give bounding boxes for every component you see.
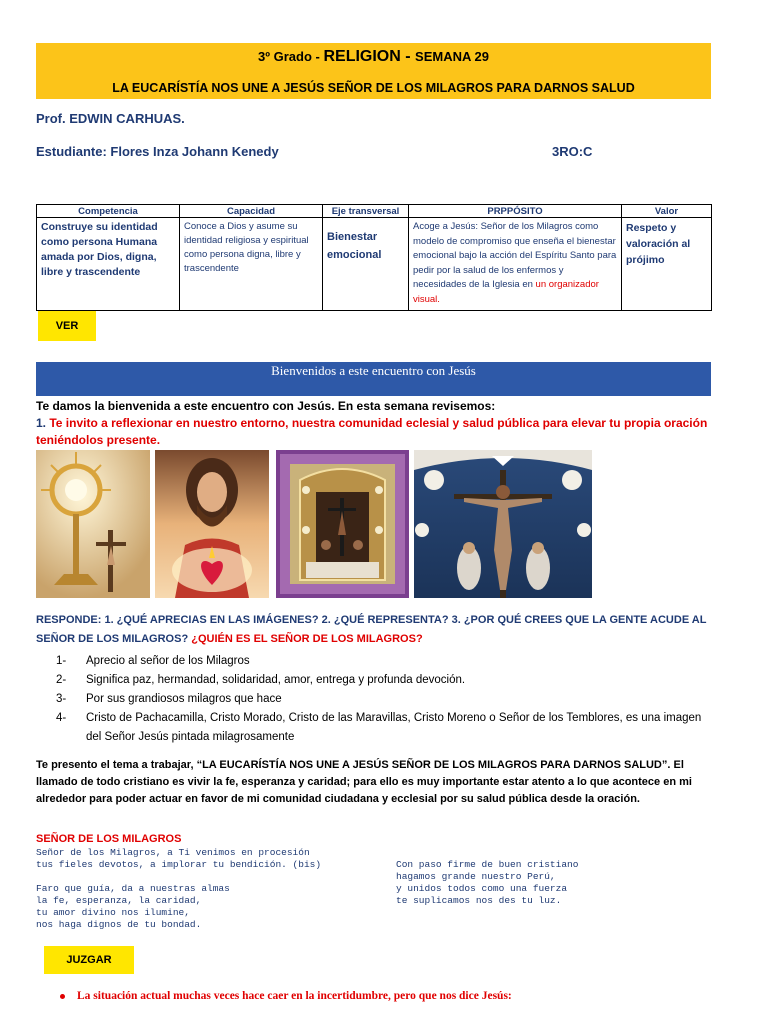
- list-item-number: 4-: [56, 712, 67, 724]
- list-item: [56, 671, 716, 690]
- list-item: [56, 690, 716, 709]
- list-item-text: Por sus grandiosos milagros que hace: [86, 693, 282, 705]
- responde-questions: [36, 611, 726, 649]
- table-row: [37, 218, 712, 311]
- teacher-name: Prof. EDWIN CARHUAS.: [36, 111, 185, 126]
- header-capacidad: Capacidad: [180, 205, 323, 218]
- welcome-banner: Bienvenidos a este encuentro con Jesús: [36, 362, 711, 396]
- list-item-text: Cristo de Pachacamilla, Cristo Morado, Cristo de las Maravillas, Cristo Moreno o Señor de los Temblores, es una imagen del Señor Jesús pintada milagrosamente: [86, 712, 702, 743]
- list-item-number: 1-: [56, 655, 67, 667]
- song-title: SEÑOR DE LOS MILAGROS: [36, 833, 182, 845]
- header-valor: Valor: [622, 205, 712, 218]
- image-crucifixion-mural: [414, 450, 592, 598]
- image-sacred-heart: [155, 450, 269, 598]
- proposito-red: un organizador visual.: [413, 279, 599, 305]
- song-lyrics-left: Señor de los Milagros, a Ti venimos en procesión tus fieles devotos, a implorar tu bendición. (bis) Faro que guía, da a nuestras almas la fe, esperanza, la caridad, tu amor divino nos ilumine, nos haga dignos de tu bondad.: [36, 847, 322, 930]
- intro-reflection: [36, 415, 726, 449]
- intro-text: Te damos la bienvenida a este encuentro con Jesús. En esta semana revisemos:: [36, 399, 496, 413]
- list-item-text: Significa paz, hermandad, solidaridad, amor, entrega y profunda devoción.: [86, 674, 466, 686]
- table-header-row: [37, 205, 712, 218]
- header-competencia: Competencia: [37, 205, 180, 218]
- section-label: 3RO:C: [552, 144, 593, 159]
- list-item: [56, 652, 716, 671]
- header-box: [36, 43, 711, 99]
- competency-table: [36, 204, 712, 311]
- cell-valor: Respeto y valoración al prójimo: [622, 218, 712, 311]
- list-item-number: 3-: [56, 693, 67, 705]
- image-monstrance-crucifix: [36, 450, 150, 598]
- cell-capacidad: Conoce a Dios y asume su identidad religiosa y espiritual como persona digna, libre y trascendente: [180, 218, 323, 311]
- bullet-item: [60, 990, 512, 1002]
- cell-proposito: [409, 218, 622, 311]
- student-name: Estudiante: Flores Inza Johann Kenedy: [36, 144, 279, 159]
- header-title: [36, 48, 711, 66]
- intro-number: 1.: [36, 416, 50, 430]
- ver-button[interactable]: VER: [38, 311, 96, 341]
- week-label: SEMANA 29: [415, 49, 489, 64]
- image-senor-de-los-milagros-altar: [276, 450, 409, 598]
- topic-presentation: Te presento el tema a trabajar, “LA EUCARÍSTÍA NOS UNE A JESÚS SEÑOR DE LOS MILAGROS PARA DARNOS SALUD”. El llamado de todo cristiano es vivir la fe, esperanza y caridad; para ello es muy importante estar atento a lo que acontece en mi alrededor para poder actuar en favor de mi comunidad ciudadana y ecclesial por su salud pública desde la oración.: [36, 759, 692, 805]
- responde-text: RESPONDE: 1. ¿QUÉ APRECIAS EN LAS IMÁGENES? 2. ¿QUÉ REPRESENTA? 3. ¿POR QUÉ CREES QUE LA GENTE ACUDE AL SEÑOR DE LOS MILAGROS?: [36, 614, 707, 645]
- header-eje: Eje transversal: [323, 205, 409, 218]
- bullet-text: La situación actual muchas veces hace caer en la incertidumbre, pero que nos dice Jesús:: [77, 990, 512, 1002]
- answers-list: [56, 652, 716, 747]
- list-item-number: 2-: [56, 674, 67, 686]
- header-subtitle: LA EUCARÍSTÍA NOS UNE A JESÚS SEÑOR DE LOS MILAGROS PARA DARNOS SALUD: [112, 81, 635, 95]
- bullet-dot-icon: [60, 994, 65, 999]
- subject-label: RELIGION -: [323, 48, 416, 65]
- list-item-text: Aprecio al señor de los Milagros: [86, 655, 250, 667]
- intro-reflection-text: Te invito a reflexionar en nuestro entorno, nuestra comunidad eclesial y salud pública para elevar tu propia oración teniéndolos presente.: [36, 416, 708, 447]
- grade-label: 3º Grado -: [258, 49, 324, 64]
- proposito-text: Acoge a Jesús: Señor de los Milagros como modelo de compromiso que enseña el bienestar emocional bajo la acción del Espíritu Santo para pedir por la salud de los enfermos y necesidades de la Iglesia en: [413, 221, 617, 290]
- responde-red: ¿QUIÉN ES EL SEÑOR DE LOS MILAGROS?: [191, 633, 423, 645]
- song-lyrics-right: Con paso firme de buen cristiano hagamos grande nuestro Perú, y unidos todos como una fuerza te suplicamos nos des tu luz.: [396, 859, 579, 906]
- cell-eje: Bienestar emocional: [323, 218, 409, 311]
- header-proposito: PRPPÓSITO: [409, 205, 622, 218]
- juzgar-button[interactable]: JUZGAR: [44, 946, 134, 974]
- list-item: [56, 709, 716, 747]
- cell-competencia: Construye su identidad como persona Humana amada por Dios, digna, libre y trascendente: [37, 218, 180, 311]
